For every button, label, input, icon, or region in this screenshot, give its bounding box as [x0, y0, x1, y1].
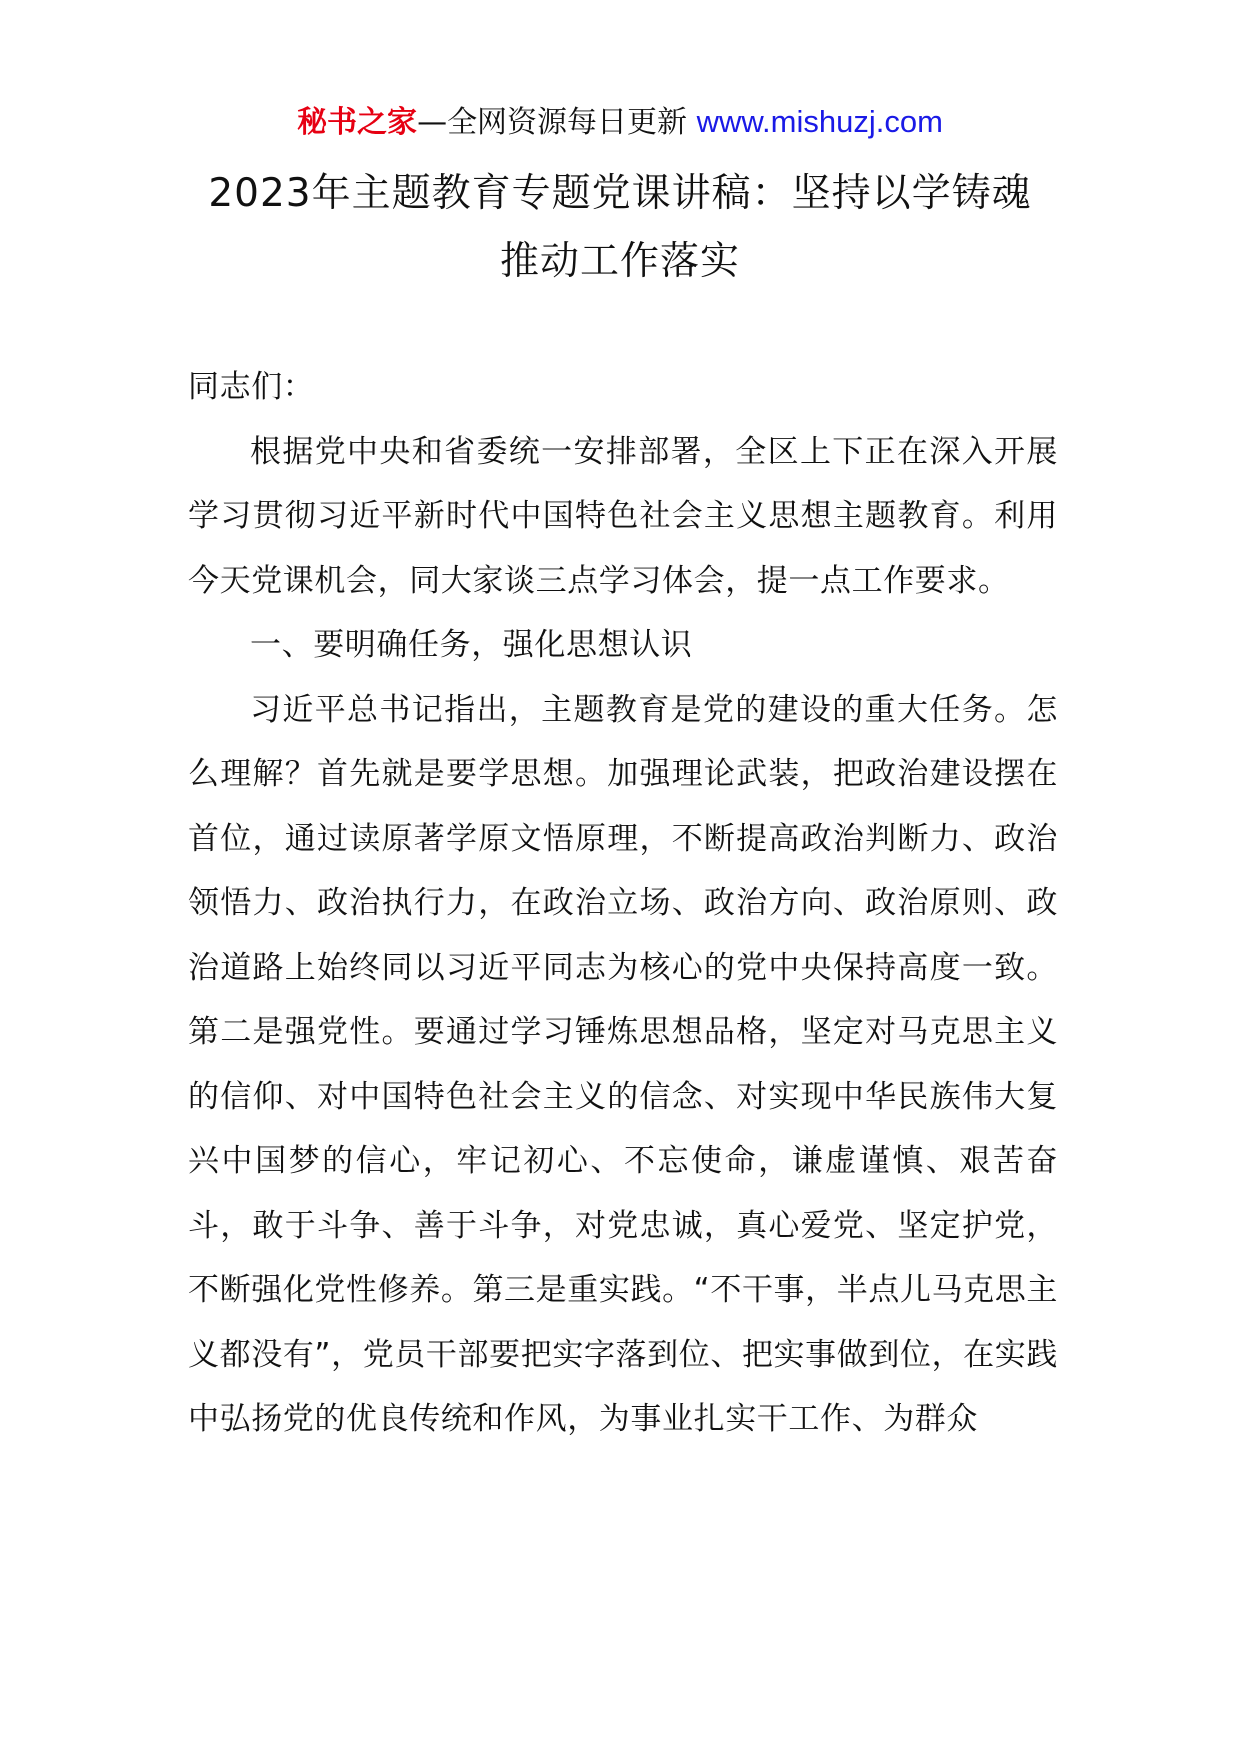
site-url-link[interactable]: www.mishuzj.com	[696, 104, 943, 139]
title-line-1: 2023年主题教育专题党课讲稿：坚持以学铸魂	[208, 171, 1032, 216]
paragraph-intro: 根据党中央和省委统一安排部署，全区上下正在深入开展学习贯彻习近平新时代中国特色社会主义思想主题教育。利用今天党课机会，同大家谈三点学习体会，提一点工作要求。	[188, 433, 1058, 599]
salutation: 同志们：	[188, 369, 315, 405]
paragraph-section-1: 习近平总书记指出，主题教育是党的建设的重大任务。怎么理解？首先就是要学思想。加强理论武装，把政治建设摆在首位，通过读原著学原文悟原理，不断提高政治判断力、政治领悟力、政治执行力，在政治立场、政治方向、政治原则、政治道路上始终同以习近平同志为核心的党中央保持高度一致。第二是强党性。要通过学习锤炼思想品格，坚定对马克思主义的信仰、对中国特色社会主义的信念、对实现中华民族伟大复兴中国梦的信心，牢记初心、不忘使命，谦虚谨慎、艰苦奋斗，敢于斗争、善于斗争，对党忠诚，真心爱党、坚定护党，不断强化党性修养。第三是重实践。“不干事，半点儿马克思主义都没有”，党员干部要把实字落到位、把实事做到位，在实践中弘扬党的优良传统和作风，为事业扎实干工作、为群众	[188, 691, 1058, 1437]
site-tagline: —全网资源每日更新	[417, 105, 688, 140]
document-body	[188, 355, 1058, 1452]
document-title	[150, 160, 1090, 296]
section-heading-1: 一、要明确任务，强化思想认识	[250, 627, 693, 663]
site-brand: 秘书之家	[297, 105, 418, 140]
site-header	[0, 100, 1240, 145]
title-line-2: 推动工作落实	[499, 239, 740, 284]
